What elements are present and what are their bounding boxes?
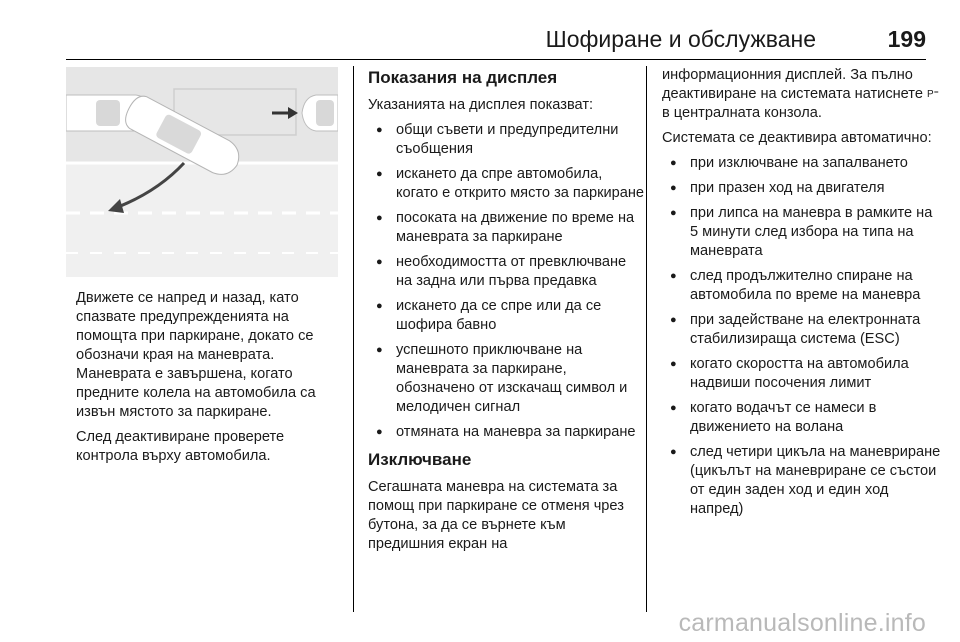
list-item: ● след продължително спиране на автомобила по време на маневра	[662, 267, 942, 305]
list-item: ● когато скоростта на автомобила надвиши посочения лимит	[662, 355, 942, 393]
bullet-list	[368, 121, 644, 442]
column-middle	[368, 66, 644, 560]
paragraph: Сегашната маневра на системата за помощ при паркиране се отменя чрез бутона, за да се върнете към предишния екран на	[368, 479, 624, 552]
parking-illustration-svg	[66, 67, 338, 277]
paragraph-text: в централната конзола.	[662, 105, 822, 121]
paragraph: Системата се деактивира автоматично:	[662, 130, 932, 146]
list-item: ● когато водачът се намеси в движението на волана	[662, 399, 942, 437]
section-heading: Изключване	[368, 450, 472, 469]
bullet-list	[662, 154, 942, 519]
list-item: ● след четири цикъла на маневриране (цикълът на маневриране се състои от един заден ход и един ход напред)	[662, 443, 942, 519]
paragraph: След деактивиране проверете контрола върху автомобила.	[76, 429, 285, 464]
list-item: ● при задействане на електронната стабилизираща система (ESC)	[662, 311, 942, 349]
list-item: ● искането да се спре или да се шофира бавно	[368, 297, 644, 335]
list-item: ● посоката на движение по време на маневрата за паркиране	[368, 209, 644, 247]
paragraph: Указанията на дисплея показват:	[368, 97, 594, 113]
paragraph	[662, 66, 942, 123]
list-item: ● искането да спре автомобила, когато е открито място за паркиране	[368, 165, 644, 203]
list-item: ● при изключване на запалването	[662, 154, 942, 173]
section-heading: Показания на дисплея	[368, 68, 558, 87]
list-item: ● успешното приключване на маневрата за паркиране, обозначено от изскачащ символ и мелодичен сигнал	[368, 341, 644, 417]
section-title: Шофиране и обслужване	[545, 26, 816, 52]
list-item: ● необходимостта от превключване на задна или първа предавка	[368, 253, 644, 291]
parking-illustration	[66, 67, 338, 277]
list-item: ● при празен ход на двигателя	[662, 179, 942, 198]
list-item: ● отмяната на маневра за паркиране	[368, 423, 644, 442]
parking-button-icon: P⁼	[927, 89, 939, 100]
page-header	[66, 22, 926, 58]
column-right	[662, 66, 942, 525]
list-item: ● общи съвети и предупредителни съобщения	[368, 121, 644, 159]
list-item: ● при липса на маневра в рамките на 5 минути след избора на типа на маневрата	[662, 204, 942, 261]
paragraph: Движете се напред и назад, като спазвате предупрежденията на помощта при паркиране, докато се обозначи края на маневрата. Маневрата е завършена, когато предните колела на автомобила са извън мястото за паркиране.	[76, 290, 316, 420]
page-number: 199	[887, 26, 926, 52]
column-divider	[353, 66, 354, 612]
column-left	[76, 289, 346, 472]
header-rule	[66, 59, 926, 60]
watermark: carmanualsonline.info	[678, 609, 926, 637]
column-divider	[646, 66, 647, 612]
paragraph-text: информационния дисплей. За пълно деактивиране на системата натиснете	[662, 67, 923, 102]
